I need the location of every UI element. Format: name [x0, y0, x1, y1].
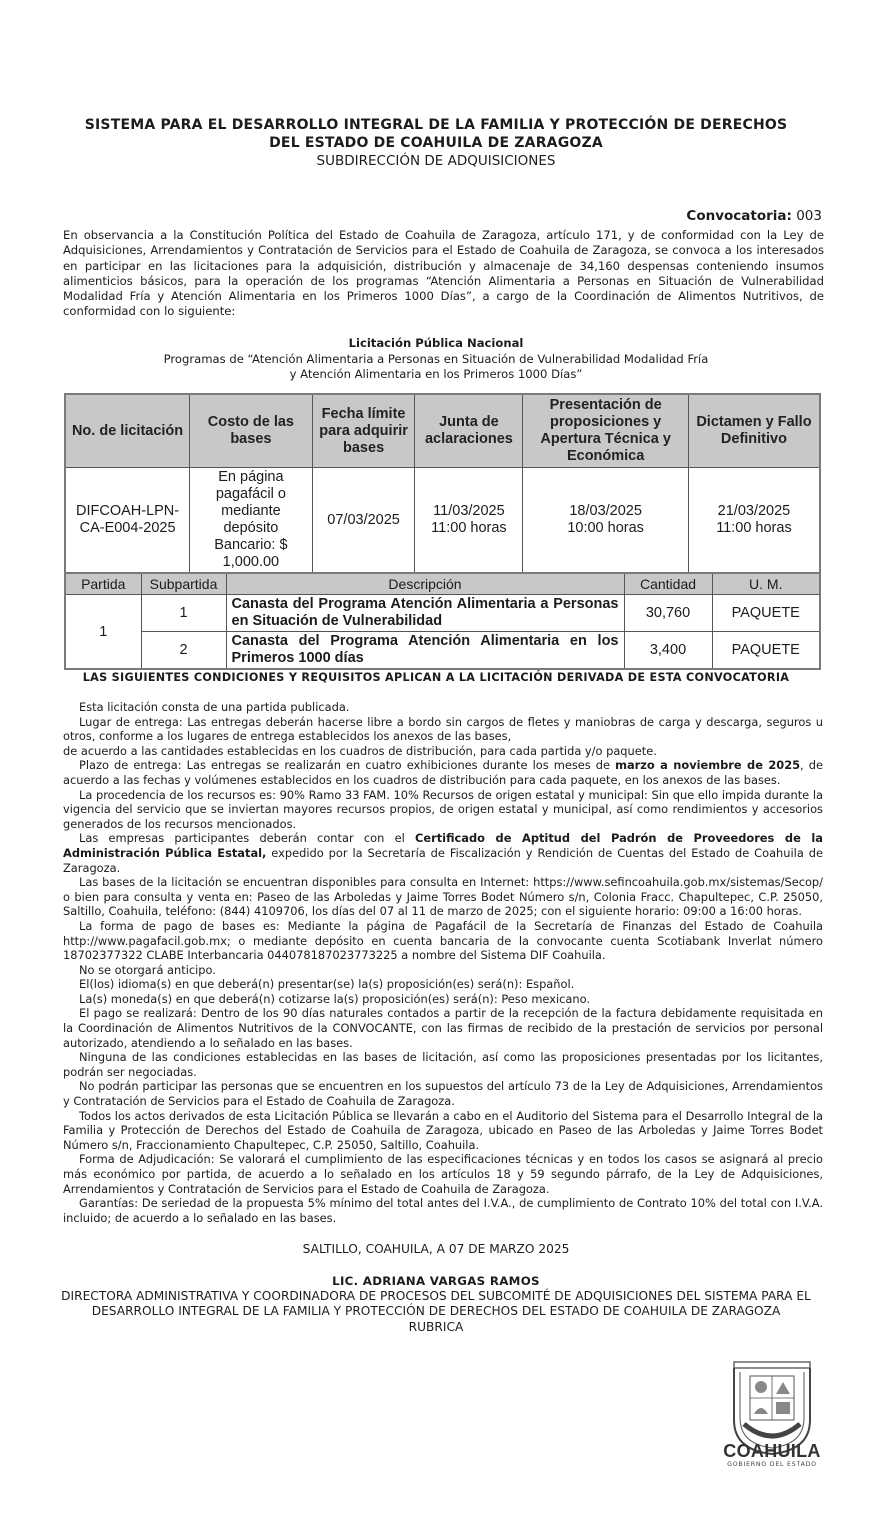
- condition-paragraph: Esta licitación consta de una partida publicada.: [79, 700, 350, 714]
- cell-subpartida: 1: [141, 595, 226, 632]
- condition-paragraph: Ninguna de las condiciones establecidas en las bases de licitación, así como las proposiciones presentadas por los licitantes, podrán ser negociadas.: [63, 1050, 823, 1079]
- cell-junta: [415, 468, 523, 574]
- licitacion-table-header: [65, 394, 820, 468]
- header-numero: No. de licitación: [65, 394, 190, 468]
- condition-paragraph: Forma de Adjudicación: Se valorará el cumplimiento de las especificaciones técnicas y en todos los casos se asignará al precio más económico por partida, de acuerdo a lo señalado en los artículos 18 y 59 segundo párrafo, de la Ley de Adquisiciones, Arrendamientos y Contratación de Servicios para el Estado de Coahuila de Zaragoza.: [63, 1152, 823, 1196]
- seal-subtitle: GOBIERNO DEL ESTADO: [727, 1461, 817, 1468]
- condition-paragraph: El pago se realizará: Dentro de los 90 días naturales contados a partir de la recepción de la factura debidamente requisitada en la Coordinación de Alimentos Nutritivos de la CONVOCANTE, con las firmas de recibido de la prestación de servicios por personal autorizado, atendiendo a lo señalado en las bases.: [63, 1006, 823, 1050]
- condition-text: , de acuerdo a las fechas y volúmenes establecidos en los cuadros de distribución para cada paquete, en los anexos de las bases.: [63, 758, 823, 787]
- cell-presentacion: [523, 468, 689, 574]
- condition-paragraph: La forma de pago de bases es: Mediante la página de Pagafácil de la Secretaría de Finanzas del Estado de Coahuila http://www.pagafacil.gob.mx; o mediante depósito en cuenta bancaria de la convocante cuenta Scotiabank Inverlat número 18702377322 CLABE Interbancaria 044078187023773225 a nombre del Sistema DIF Coahuila.: [63, 918, 823, 963]
- header-presentacion: Presentación de proposiciones y Apertura Técnica y Económica: [523, 394, 689, 468]
- dictamen-hora: 11:00 horas: [716, 520, 792, 536]
- condition-paragraph: Garantías: De seriedad de la propuesta 5% mínimo del total antes del I.V.A., de cumplimiento de Contrato 10% del total con I.V.A. incluido; de acuerdo a lo señalado en las bases.: [63, 1196, 823, 1225]
- cell-fecha-limite: 07/03/2025: [312, 468, 415, 574]
- licitacion-table-row: [65, 468, 820, 574]
- presentacion-fecha: 18/03/2025: [569, 503, 642, 519]
- cell-descripcion: Canasta del Programa Atención Alimentaria en los Primeros 1000 días: [226, 632, 624, 670]
- items-table: [64, 572, 821, 670]
- cell-partida: 1: [65, 595, 141, 670]
- items-table-header: [65, 573, 820, 595]
- signer-title-line-1: DIRECTORA ADMINISTRATIVA Y COORDINADORA DE PROCESOS DEL SUBCOMITÉ DE ADQUISICIONES DEL SISTEMA PARA EL: [61, 1289, 811, 1303]
- cell-costo: En página pagafácil o mediante depósito Bancario: $ 1,000.00: [190, 468, 313, 574]
- conditions-title: LAS SIGUIENTES CONDICIONES Y REQUISITOS APLICAN A LA LICITACIÓN DERIVADA DE ESTA CONVOCATORIA: [82, 671, 790, 684]
- convocatoria-number: [686, 208, 822, 224]
- condition-paragraph: Todos los actos derivados de esta Licitación Pública se llevarán a cabo en el Auditorio del Sistema para el Desarrollo Integral de la Familia y Protección de Derechos del Estado de Coahuila de Zaragoza, ubicado en Paseo de las Arboledas y Jaime Torres Bodet Número s/n, Fraccionamiento Chapultepec, C.P. 25050, Saltillo, Coahuila.: [63, 1108, 823, 1152]
- signer-name: LIC. ADRIANA VARGAS RAMOS: [332, 1274, 540, 1288]
- condition-paragraph: [63, 831, 823, 875]
- condition-text: Plazo de entrega: Las entregas se realizarán en cuatro exhibiciones durante los meses de: [79, 758, 616, 773]
- title-line-1: SISTEMA PARA EL DESARROLLO INTEGRAL DE LA FAMILIA Y PROTECCIÓN DE DERECHOS: [84, 117, 788, 133]
- condition-paragraph: Las bases de la licitación se encuentran disponibles para consulta en Internet: https://www.sefincoahuila.gob.mx/sistemas/Secop/ o bien para consulta y venta en: Paseo de las Arboledas y Jaime Torres Bodet Número s/n, Colonia Fracc. Chapultepec, C.P. 25050, Saltillo, Coahuila, teléfono: (844) 4109706, los días del 07 al 11 de marzo de 2025; con el siguiente horario: 09:00 a 16:00 horas.: [63, 875, 823, 919]
- condition-paragraph: de acuerdo a las cantidades establecidas en los cuadros de distribución, para cada partida y/o paquete.: [63, 743, 657, 758]
- header-subpartida: Subpartida: [141, 573, 226, 595]
- condition-paragraph: La(s) moneda(s) en que deberá(n) cotizarse la(s) proposición(es) será(n): Peso mexicano.: [79, 991, 590, 1006]
- cell-um: PAQUETE: [712, 632, 820, 670]
- cell-dictamen: [688, 468, 820, 574]
- licitacion-subtitle: [140, 352, 732, 382]
- licitacion-title: Licitación Pública Nacional: [348, 336, 524, 350]
- condition-paragraph: No podrán participar las personas que se encuentren en los supuestos del artículo 73 de la Ley de Adquisiciones, Arrendamientos y Contratación de Servicios para el Estado de Coahuila de Zaragoza.: [63, 1079, 823, 1109]
- table-row: [65, 632, 820, 670]
- condition-text: expedido por la Secretaría de Fiscalización y Rendición de Cuentas del Estado de Coahuila de Zaragoza.: [63, 845, 823, 875]
- convocatoria-label: Convocatoria:: [686, 208, 792, 224]
- licitacion-subtitle-line-2: y Atención Alimentaria en los Primeros 1000 Días”: [289, 367, 583, 381]
- condition-paragraph: Lugar de entrega: Las entregas deberán hacerse libre a bordo sin cargos de fletes y maniobras de carga y descarga, seguros u otros, conforme a los lugares de entrega establecidos los anexos de las bases,: [63, 714, 823, 744]
- header-fecha-limite: Fecha límite para adquirir bases: [312, 394, 415, 468]
- signer-title-line-2: DESARROLLO INTEGRAL DE LA FAMILIA Y PROTECCIÓN DE DERECHOS DEL ESTADO DE COAHUILA DE ZARAGOZA: [91, 1304, 781, 1319]
- condition-paragraph: La procedencia de los recursos es: 90% Ramo 33 FAM. 10% Recursos de origen estatal y municipal: Sin que ello impida durante la vigencia del servicio que se inviertan mayores recursos propios, de origen estatal y municipal, así como rendimientos y accesorios generados de los recursos mencionados.: [63, 787, 823, 831]
- header-dictamen: Dictamen y Fallo Definitivo: [688, 394, 820, 468]
- intro-paragraph: En observancia a la Constitución Política del Estado de Coahuila de Zaragoza, artículo 171, y de conformidad con la Ley de Adquisiciones, Arrendamientos y Contratación de Servicios para el Estado de Coahuila de Zaragoza, se convoca a los interesados en participar en las licitaciones para la adquisición, distribución y almacenaje de 34,160 despensas conteniendo insumos alimenticios básicos, para la operación de los programas “Atención Alimentaria a Personas en Situación de Vulnerabilidad Modalidad Fría y Atención Alimentaria en los Primeros 1000 Días”, a cargo de la Coordinación de Alimentos Nutritivos, de conformidad con lo siguiente:: [63, 228, 824, 319]
- header-costo: Costo de las bases: [190, 394, 313, 468]
- title-line-2: DEL ESTADO DE COAHUILA DE ZARAGOZA: [269, 135, 603, 151]
- junta-hora: 11:00 horas: [431, 520, 507, 536]
- cell-cantidad: 3,400: [624, 632, 712, 670]
- document-subtitle: SUBDIRECCIÓN DE ADQUISICIONES: [316, 153, 556, 169]
- condition-paragraph: [63, 758, 823, 787]
- presentacion-hora: 10:00 horas: [567, 520, 644, 536]
- seal-name: COAHUILA: [723, 1441, 821, 1461]
- rubrica: RUBRICA: [408, 1319, 464, 1334]
- junta-fecha: 11/03/2025: [433, 503, 505, 519]
- conditions-body: [63, 700, 823, 1225]
- cell-subpartida: 2: [141, 632, 226, 670]
- cell-descripcion: Canasta del Programa Atención Alimentaria a Personas en Situación de Vulnerabilidad: [226, 595, 624, 632]
- header-um: U. M.: [712, 573, 820, 595]
- condition-bold: marzo a noviembre de 2025: [615, 758, 801, 773]
- condition-text: Las empresas participantes deberán contar con el: [79, 831, 416, 846]
- cell-um: PAQUETE: [712, 595, 820, 632]
- dictamen-fecha: 21/03/2025: [717, 503, 791, 519]
- cell-numero: DIFCOAH-LPN-CA-E004-2025: [65, 468, 190, 574]
- licitacion-subtitle-line-1: Programas de “Atención Alimentaria a Personas en Situación de Vulnerabilidad Modalidad Fría: [163, 352, 709, 366]
- document-title: [40, 116, 832, 152]
- signer-title: [60, 1289, 812, 1335]
- condition-paragraph: No se otorgará anticipo.: [79, 962, 216, 977]
- header-junta: Junta de aclaraciones: [415, 394, 523, 468]
- licitacion-table: [64, 393, 821, 574]
- header-cantidad: Cantidad: [624, 573, 712, 595]
- cell-cantidad: 30,760: [624, 595, 712, 632]
- condition-paragraph: El(los) idioma(s) en que deberá(n) presentar(se) la(s) proposición(es) será(n): Español.: [79, 977, 575, 992]
- condition-bold: Certificado de Aptitud del Padrón de Proveedores de la Administración Pública Estatal,: [63, 831, 823, 860]
- convocatoria-value: 003: [796, 208, 822, 224]
- table-row: [65, 595, 820, 632]
- place-date: SALTILLO, COAHUILA, A 07 DE MARZO 2025: [302, 1242, 570, 1256]
- header-partida: Partida: [65, 573, 141, 595]
- header-descripcion: Descripción: [226, 573, 624, 595]
